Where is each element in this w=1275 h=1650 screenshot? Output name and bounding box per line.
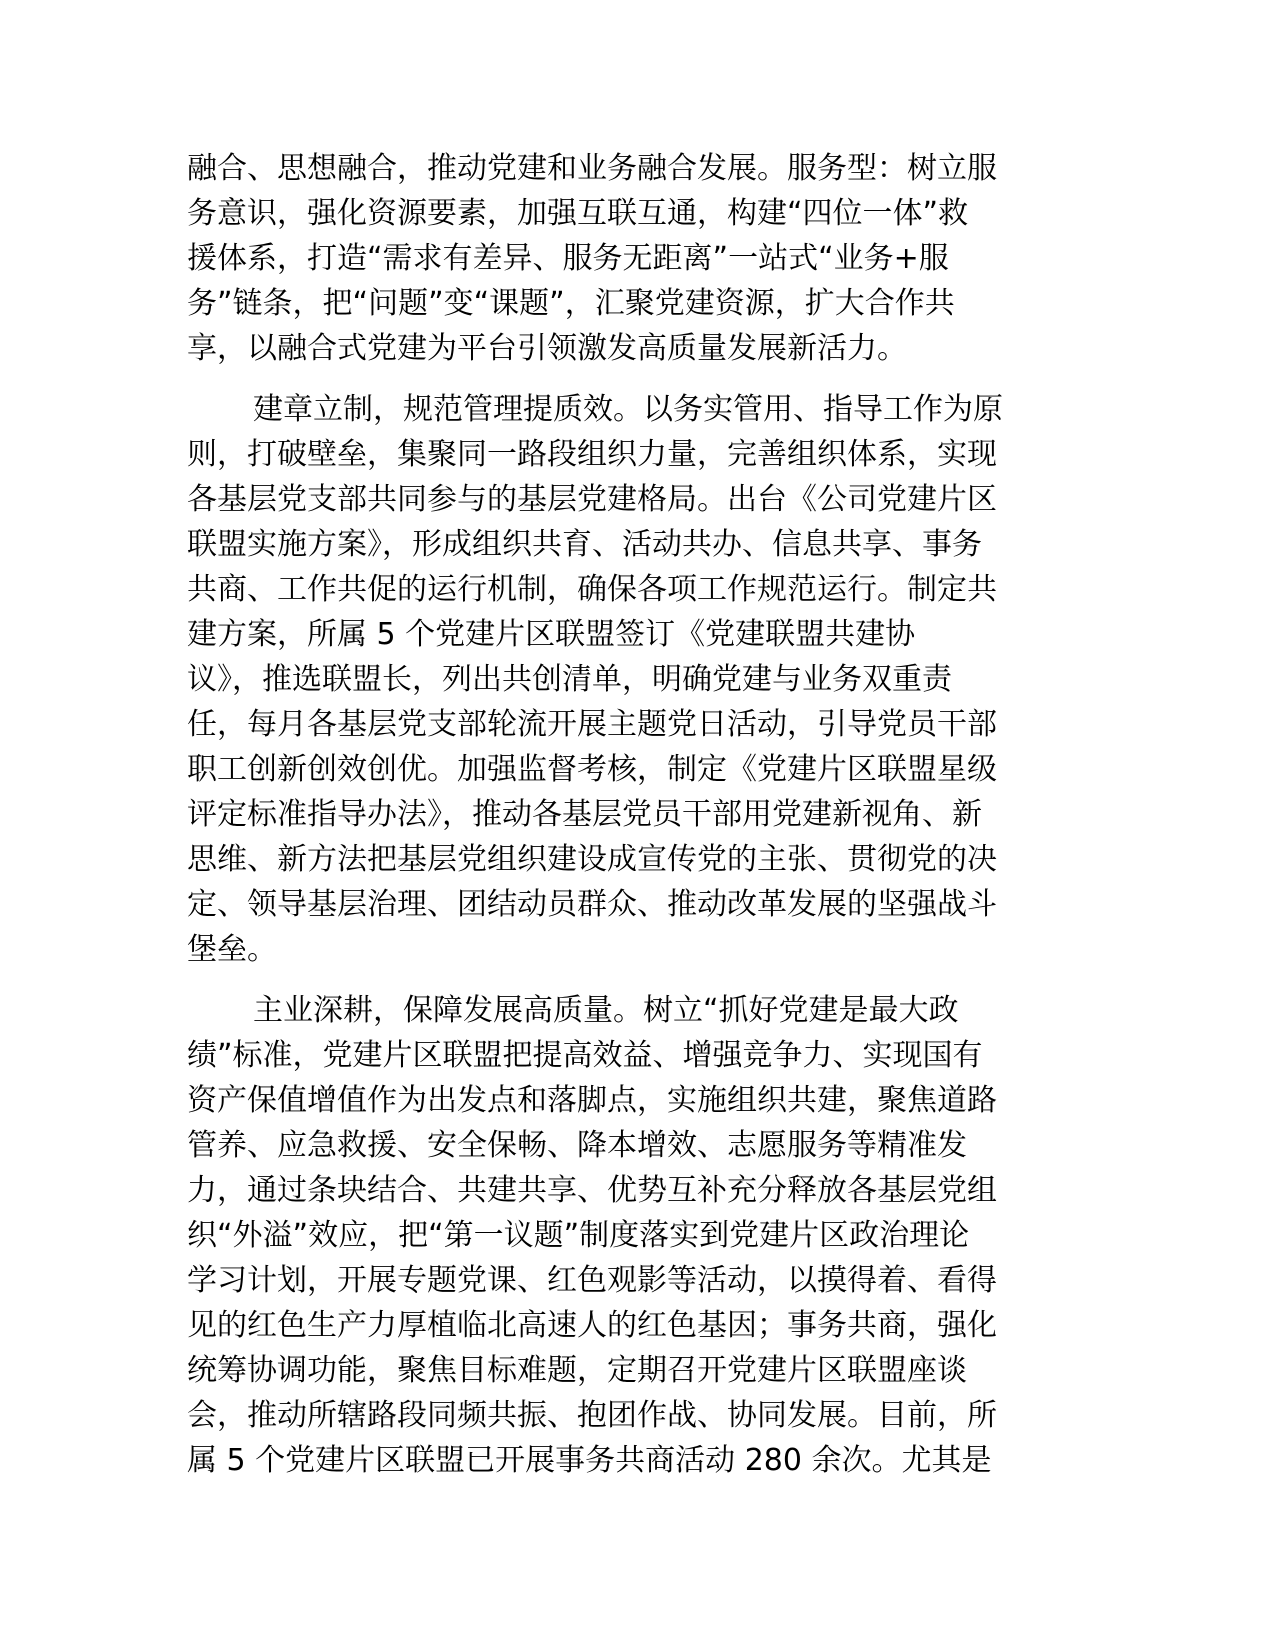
- paragraph-1: [187, 146, 1087, 371]
- text-line: 联盟实施方案》，形成组织共育、活动共办、信息共享、事务: [187, 527, 982, 562]
- text-line: 属 5 个党建片区联盟已开展事务共商活动 280 余次。尤其是: [187, 1443, 992, 1478]
- text-line: 则，打破壁垒，集聚同一路段组织力量，完善组织体系，实现: [187, 437, 997, 472]
- paragraph-2: [187, 387, 1087, 972]
- text-line: 评定标准指导办法》，推动各基层党员干部用党建新视角、新: [187, 797, 982, 832]
- text-line: 资产保值增值作为出发点和落脚点，实施组织共建，聚焦道路: [187, 1083, 997, 1118]
- text-line: 议》，推选联盟长，列出共创清单，明确党建与业务双重责: [187, 662, 952, 697]
- text-line: 思维、新方法把基层党组织建设成宣传党的主张、贯彻党的决: [187, 842, 997, 877]
- text-line: 务意识，强化资源要素，加强互联互通，构建“四位一体”救: [187, 196, 969, 231]
- text-line: 融合、思想融合，推动党建和业务融合发展。服务型：树立服: [187, 151, 997, 186]
- text-line: 见的红色生产力厚植临北高速人的红色基因；事务共商，强化: [187, 1308, 997, 1343]
- text-line: 织“外溢”效应，把“第一议题”制度落实到党建片区政治理论: [187, 1218, 970, 1253]
- paragraph-3: [187, 988, 1087, 1483]
- text-line: 任，每月各基层党支部轮流开展主题党日活动，引导党员干部: [187, 707, 997, 742]
- text-line: 管养、应急救援、安全保畅、降本增效、志愿服务等精准发: [187, 1128, 967, 1163]
- text-line: 力，通过条块结合、共建共享、优势互补充分释放各基层党组: [187, 1173, 997, 1208]
- text-line: 职工创新创效创优。加强监督考核，制定《党建片区联盟星级: [187, 752, 997, 787]
- text-line: 享，以融合式党建为平台引领激发高质量发展新活力。: [187, 331, 907, 366]
- text-line: 援体系，打造“需求有差异、服务无距离”一站式“业务+服: [187, 241, 949, 276]
- text-line: 堡垒。: [187, 932, 277, 967]
- text-line: 主业深耕，保障发展高质量。树立“抓好党建是最大政: [253, 993, 959, 1028]
- text-line: 绩”标准，党建片区联盟把提高效益、增强竞争力、实现国有: [187, 1038, 983, 1073]
- text-line: 会，推动所辖路段同频共振、抱团作战、协同发展。目前，所: [187, 1398, 997, 1433]
- text-line: 定、领导基层治理、团结动员群众、推动改革发展的坚强战斗: [187, 887, 997, 922]
- text-line: 统筹协调功能，聚焦目标难题，定期召开党建片区联盟座谈: [187, 1353, 967, 1388]
- text-line: 建章立制，规范管理提质效。以务实管用、指导工作为原: [253, 392, 1003, 427]
- text-line: 共商、工作共促的运行机制，确保各项工作规范运行。制定共: [187, 572, 997, 607]
- text-line: 建方案，所属 5 个党建片区联盟签订《党建联盟共建协: [187, 617, 916, 652]
- text-line: 学习计划，开展专题党课、红色观影等活动，以摸得着、看得: [187, 1263, 997, 1298]
- text-line: 各基层党支部共同参与的基层党建格局。出台《公司党建片区: [187, 482, 997, 517]
- text-line: 务”链条，把“问题”变“课题”，汇聚党建资源，扩大合作共: [187, 286, 955, 321]
- document-body: [187, 146, 1087, 1483]
